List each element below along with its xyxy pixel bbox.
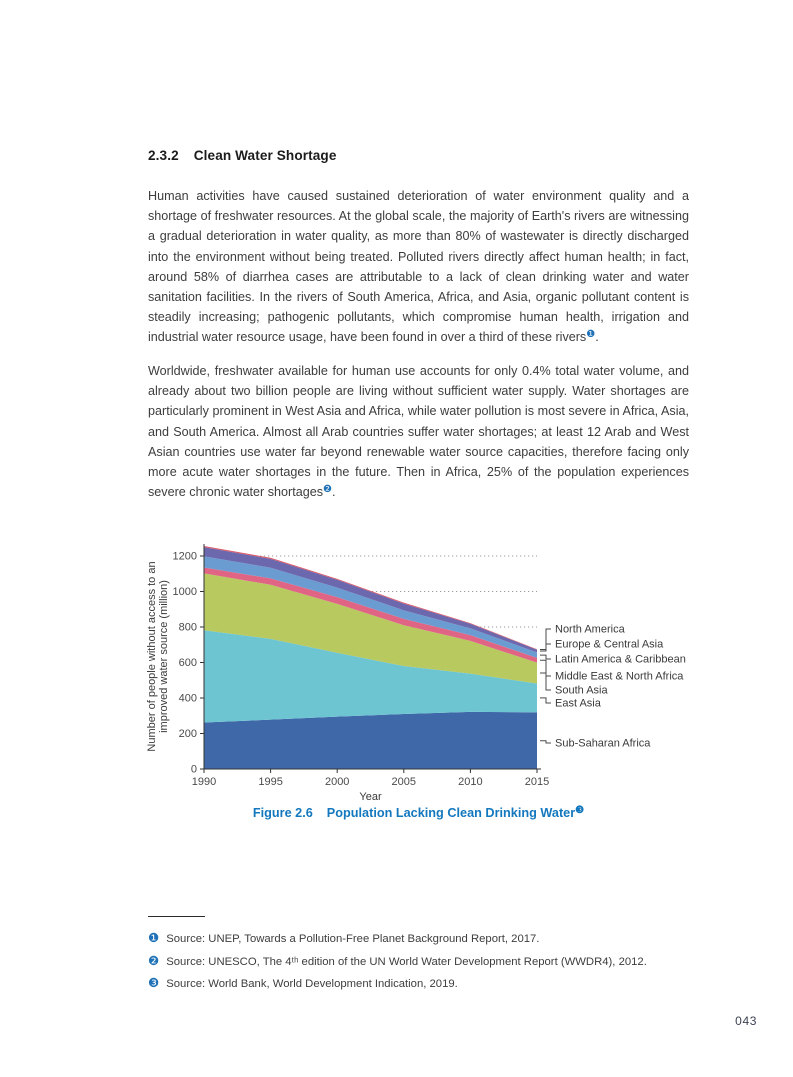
stacked-area-chart xyxy=(140,520,720,820)
svg-text:400: 400 xyxy=(178,692,197,705)
svg-text:200: 200 xyxy=(178,728,197,740)
paragraph-1-tail: . xyxy=(595,330,599,345)
footnote-3-text: Source: World Bank, World Development Indication, 2019. xyxy=(166,978,458,990)
paragraph-2-tail: . xyxy=(331,485,336,500)
figure-2-6 xyxy=(140,520,720,820)
svg-text:Latin America & Caribbean: Latin America & Caribbean xyxy=(555,653,686,666)
footnote-ref-1: ❶ xyxy=(586,329,596,341)
footnote-1-text: Source: UNEP, Towards a Pollution-Free Planet Background Report, 2017. xyxy=(166,933,540,945)
paragraph-1 xyxy=(148,186,689,348)
svg-text:Europe & Central Asia: Europe & Central Asia xyxy=(555,638,664,651)
svg-text:800: 800 xyxy=(178,621,197,634)
footnote-2-marker: ❷ xyxy=(148,953,160,968)
svg-text:East Asia: East Asia xyxy=(555,697,601,710)
svg-text:Year: Year xyxy=(359,791,382,803)
figure-caption xyxy=(148,806,689,820)
svg-text:improved water source (million: improved water source (million) xyxy=(158,580,170,733)
svg-text:1200: 1200 xyxy=(172,550,197,563)
footnote-2 xyxy=(148,951,728,974)
svg-text:Middle East & North Africa: Middle East & North Africa xyxy=(555,670,684,683)
page-number: 043 xyxy=(735,1014,757,1028)
svg-text:2005: 2005 xyxy=(391,776,417,788)
svg-text:North America: North America xyxy=(555,623,625,636)
footnote-2-text: Source: UNESCO, The 4ᵗʰ edition of the UN World Water Development Report (WWDR4), 2012. xyxy=(166,955,647,968)
paragraph-1-text: Human activities have caused sustained deterioration of water environment quality and a shortage of freshwater resources. At the global scale, the majority of Earth's rivers are witnessing a gradual deterioration in water quality, as more than 80% of wastewater is directly discharged into the environment without being treated. Polluted rivers directly affect human health; in fact, around 58% of diarrhea cases are attributable to a lack of clean drinking water and water sanitation facilities. In the rivers of South America, Africa, and Asia, organic pollutant content is steadily increasing; pathogenic pollutants, which compromise human health, irrigation and industrial water resource usage, have been found in over a third of these rivers xyxy=(148,189,689,345)
svg-text:South Asia: South Asia xyxy=(555,684,608,697)
svg-text:1000: 1000 xyxy=(172,586,197,598)
footnote-3-marker: ❸ xyxy=(148,976,160,990)
svg-text:Number of people without acces: Number of people without access to an xyxy=(146,561,158,752)
footnote-divider xyxy=(148,916,205,917)
svg-text:0: 0 xyxy=(190,763,197,776)
footnote-1-marker: ❶ xyxy=(148,931,160,945)
section-title: Clean Water Shortage xyxy=(193,148,337,163)
paragraph-2-text: Worldwide, freshwater available for human use accounts for only 0.4% total water volume, and already about two billion people are living without sufficient water supply. Water shortages are particularly prominent in West Asia and Africa, while water pollution is most severe in Africa, Asia, and South America. Almost all Arab countries suffer water shortages; at least 12 Arab and West Asian countries use water far beyond renewable water source capacities, therefore facing only more acute water shortages in the future. Then in Africa, 25% of the population experiences severe chronic water shortages xyxy=(148,364,689,500)
section-heading xyxy=(148,148,336,163)
svg-text:2010: 2010 xyxy=(458,776,483,788)
svg-text:1995: 1995 xyxy=(258,776,283,788)
svg-text:2015: 2015 xyxy=(524,776,550,788)
section-number: 2.3.2 xyxy=(148,148,179,163)
paragraph-2 xyxy=(148,361,689,502)
svg-text:1990: 1990 xyxy=(191,776,217,788)
svg-text:600: 600 xyxy=(178,657,197,669)
footnotes xyxy=(148,916,728,996)
footnote-ref-2: ❷ xyxy=(323,484,332,496)
footnote-1 xyxy=(148,928,728,951)
figure-caption-label: Figure 2.6 xyxy=(252,806,313,820)
figure-caption-ref: ❸ xyxy=(575,805,585,816)
svg-text:Sub-Saharan Africa: Sub-Saharan Africa xyxy=(555,737,651,750)
figure-caption-title: Population Lacking Clean Drinking Water xyxy=(326,806,576,820)
footnote-3 xyxy=(148,973,728,996)
svg-text:2000: 2000 xyxy=(324,776,350,788)
